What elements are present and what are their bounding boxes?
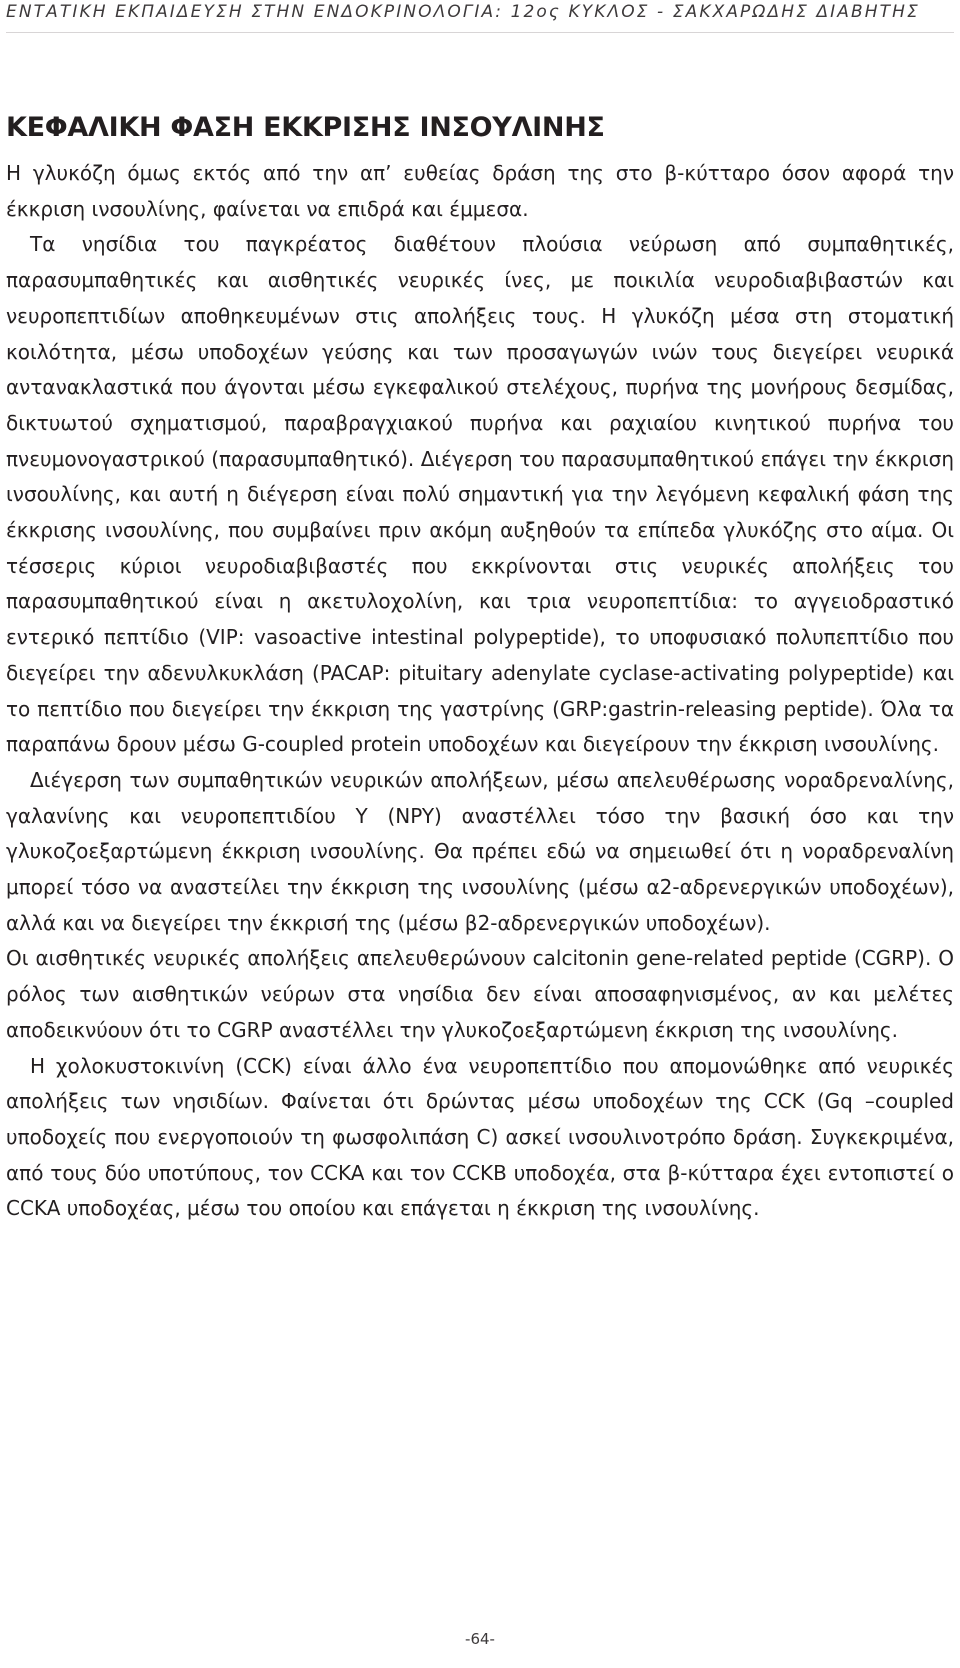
page-number: -64- (465, 1630, 495, 1648)
section-heading: ΚΕΦΑΛΙΚΗ ΦΑΣΗ ΕΚΚΡΙΣΗΣ ΙΝΣΟΥΛΙΝΗΣ (6, 112, 605, 143)
body-text (6, 156, 954, 1227)
header-divider (6, 32, 954, 33)
paragraph-1: Η γλυκόζη όμως εκτός από την απ’ ευθείας δράση της στο β-κύτταρο όσον αφορά την έκκριση ινσουλίνης, φαίνεται να επιδρά και έμμεσα. (6, 161, 954, 221)
running-header: ΕΝΤΑΤΙΚΗ ΕΚΠΑΙΔΕΥΣΗ ΣΤΗΝ ΕΝΔΟΚΡΙΝΟΛΟΓΙΑ: 12ος ΚΥΚΛΟΣ - ΣΑΚΧΑΡΩΔΗΣ ΔΙΑΒΗΤΗΣ (6, 2, 920, 22)
paragraph-2: Τα νησίδια του παγκρέατος διαθέτουν πλούσια νεύρωση από συμπαθητικές, παρασυμπαθητικές και αισθητικές νευρικές ίνες, με ποικιλία νευροδιαβιβαστών και νευροπεπτιδίων αποθηκευμένων στις απολήξεις τους. Η γλυκόζη μέσα στη στοματική κοιλότητα, μέσω υποδοχέων γεύσης και των προσαγωγών ινών τους διεγείρει νευρικά αντανακλαστικά που άγονται μέσω εγκεφαλικού στελέχους, πυρήνα της μονήρους δεσμίδας, δικτυωτού σχηματισμού, παραβραγχιακού πυρήνα και ραχιαίου κινητικού πυρήνα του πνευμονογαστρικού (παρασυμπαθητικό). Διέγερση του παρασυμπαθητικού επάγει την έκκριση ινσουλίνης, και αυτή η διέγερση είναι πολύ σημαντική για την λεγόμενη κεφαλική φάση της έκκρισης ινσουλίνης, που συμβαίνει πριν ακόμη αυξηθούν τα επίπεδα γλυκόζης στο αίμα. Οι τέσσερις κύριοι νευροδιαβιβαστές που εκκρίνονται στις νευρικές απολήξεις του παρασυμπαθητικού είναι η ακετυλοχολίνη, και τρια νευροπεπτίδια: το αγγειοδραστικό εντερικό πεπτίδιο (VIP: vasoactive intestinal polypeptide), το υποφυσιακό πολυπεπτίδιο που διεγείρει την αδενυλκυκλάση (PACAP: pituitary adenylate cyclase-activating polypeptide) και το πεπτίδιο που διεγείρει την έκκριση της γαστρίνης (GRP:gastrin-releasing peptide). Όλα τα παραπάνω δρουν μέσω G-coupled protein υποδοχέων και διεγείρουν την έκκριση ινσουλίνης. (6, 232, 954, 757)
paragraph-3: Διέγερση των συμπαθητικών νευρικών απολήξεων, μέσω απελευθέρωσης νοραδρεναλίνης, γαλανίνης και νευροπεπτιδίου Υ (NPY) αναστέλλει τόσο την βασική όσο και την γλυκοζοεξαρτώμενη έκκριση ινσουλίνης. Θα πρέπει εδώ να σημειωθεί ότι η νοραδρεναλίνη μπορεί τόσο να αναστείλει την έκκριση της ινσουλίνης (μέσω α2-αδρενεργικών υποδοχέων), αλλά και να διεγείρει την έκκρισή της (μέσω β2-αδρενεργικών υποδοχέων). (6, 767, 954, 935)
paragraph-4: Οι αισθητικές νευρικές απολήξεις απελευθερώνουν calcitonin gene-related peptide (CGRP). Ο ρόλος των αισθητικών νεύρων στα νησίδια δεν είναι αποσαφηνισμένος, αν και μελέτες αποδεικνύουν ότι το CGRP αναστέλλει την γλυκοζοεξαρτώμενη έκκριση της ινσουλίνης. (6, 946, 954, 1042)
paragraph-5: Η χολοκυστοκινίνη (CCK) είναι άλλο ένα νευροπεπτίδιο που απομονώθηκε από νευρικές απολήξεις των νησιδίων. Φαίνεται ότι δρώντας μέσω υποδοχέων της CCK (Gq –coupled υποδοχείς που ενεργοποιούν τη φωσφολιπάση C) ασκεί ινσουλινοτρόπο δράση. Συγκεκριμένα, από τους δύο υποτύπους, τον CCKA και τον CCKB υποδοχέα, στα β-κύτταρα έχει εντοπιστεί ο CCKA υποδοχέας, μέσω του οποίου και επάγεται η έκκριση της ινσουλίνης. (6, 1053, 954, 1221)
